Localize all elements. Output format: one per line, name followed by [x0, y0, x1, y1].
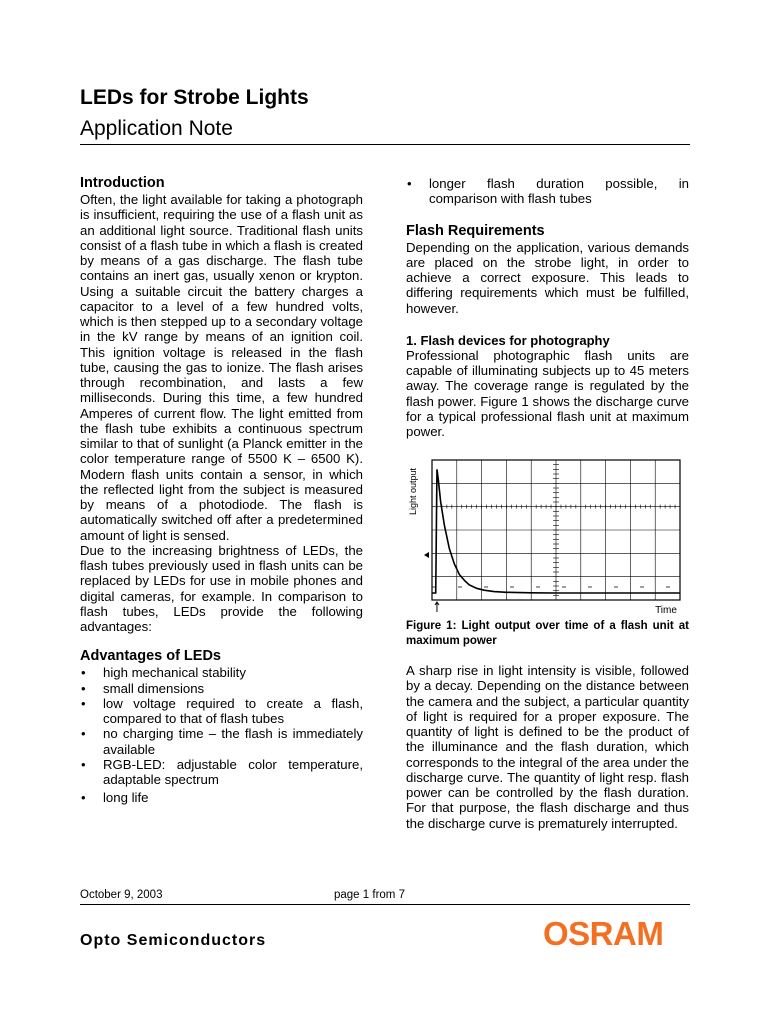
introduction-paragraph-1: Often, the light available for taking a photograph is insufficient, requiring the use of a flash unit as an additional light source. Traditional flash units consist of a flash tube in which a flash is created by means of a gas discharge. The flash tube contains an inert gas, usually xenon or krypton. Using a suitable circuit the battery charges a capacitor to a level of a few hundred volts, which is then stepped up to a secondary voltage in the kV range by means of an ignition coil. This ignition voltage is released in the flash tube, causing the gas to ionize. The flash arises through recombination, and lasts a few milliseconds. During this time, a few hundred Amperes of current flow. The light emitted from the flash tube exhibits a continuous spectrum similar to that of sunlight (a Planck emitter in the color temperature range of 5500 K – 6500 K). Modern flash units contain a sensor, in which the reflected light from the subject is measured by means of a photodiode. The flash is automatically switched off after a predetermined amount of light is sensed. [80, 192, 363, 543]
advantages-continued-list [406, 176, 689, 207]
footer-page-number: page 1 from 7 [334, 889, 405, 901]
brand-text: Opto Semiconductors [80, 932, 267, 949]
flash-devices-paragraph: Professional photographic flash units are capable of illuminating subjects up to 45 meters away. The coverage range is regulated by the flash power. Figure 1 shows the discharge curve for a typical professional flash unit at maximum power. [406, 347, 689, 439]
header-rule [80, 144, 690, 145]
list-item: • long life [80, 790, 363, 805]
left-column [80, 174, 363, 806]
level-marker-icon [424, 552, 429, 558]
advantages-list [80, 665, 363, 805]
document-title: LEDs for Strobe Lights [80, 86, 309, 109]
x-axis-label: Time [655, 605, 677, 616]
list-item: • longer flash duration possible, in comparison with flash tubes [406, 176, 689, 207]
osram-logo: OSRAM [543, 915, 664, 952]
list-item: • high mechanical stability [80, 665, 363, 680]
chart-grid [432, 460, 680, 600]
footer-rule [80, 904, 690, 905]
light-output-chart [406, 455, 684, 617]
introduction-paragraph-2: Due to the increasing brightness of LEDs, the flash tubes previously used in flash units can be replaced by LEDs for use in mobile phones and digital cameras, for example. In comparison to flash tubes, LEDs provide the following advantages: [80, 542, 363, 634]
list-item: • RGB-LED: adjustable color temperature, adaptable spectrum [80, 757, 363, 788]
y-axis-label: Light output [408, 467, 418, 515]
flash-requirements-paragraph: Depending on the application, various demands are placed on the strobe light, in order to achieve a correct exposure. This leads to differing requirements which must be fulfilled, however. [406, 239, 689, 316]
trigger-arrow-icon [435, 602, 439, 612]
flash-requirements-heading: Flash Requirements [406, 222, 545, 239]
figure-caption: Figure 1: Light output over time of a flash unit at maximum power [406, 620, 689, 647]
footer-date: October 9, 2003 [80, 889, 163, 901]
flash-devices-heading: 1. Flash devices for photography [406, 332, 610, 348]
right-column-bottom [406, 619, 689, 831]
right-column-top [406, 176, 689, 439]
list-item: • no charging time – the flash is immediately available [80, 726, 363, 757]
list-item: • low voltage required to create a flash, compared to that of flash tubes [80, 696, 363, 727]
advantages-heading: Advantages of LEDs [80, 648, 221, 665]
list-item: • small dimensions [80, 681, 363, 696]
introduction-heading: Introduction [80, 175, 165, 191]
discharge-paragraph: A sharp rise in light intensity is visible, followed by a decay. Depending on the distance between the camera and the subject, a particular quantity of light is required for a proper exposure. The quantity of light is defined to be the product of the illuminance and the flash duration, which corresponds to the integral of the area under the discharge curve. The quantity of light resp. flash power can be controlled by the flash duration. For that purpose, the flash discharge and thus the discharge curve is prematurely interrupted. [406, 663, 689, 831]
document-subtitle: Application Note [80, 117, 233, 140]
